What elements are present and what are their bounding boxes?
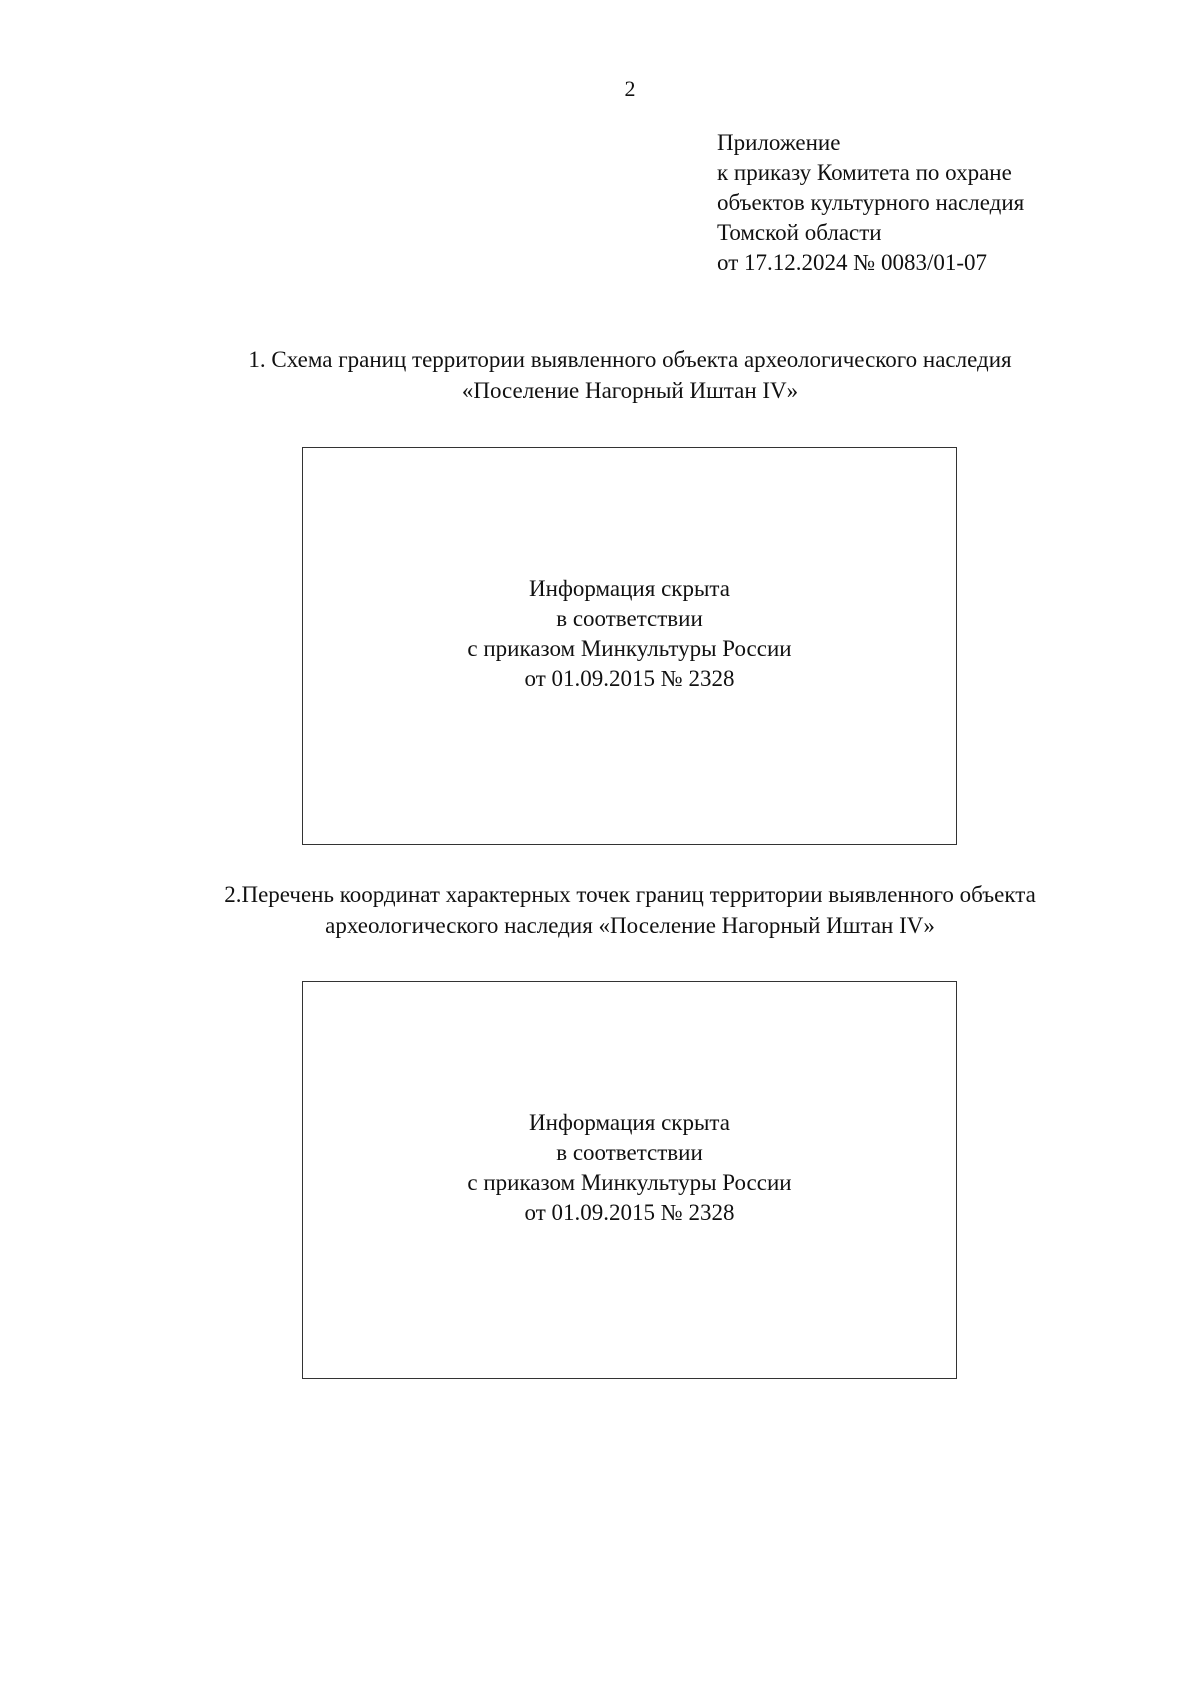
section-2-heading xyxy=(150,879,1110,941)
notice-line: Информация скрыта xyxy=(529,576,730,601)
notice-line: в соответствии xyxy=(556,606,703,631)
section-2-heading-line-1: 2.Перечень координат характерных точек границ территории выявленного объекта xyxy=(224,882,1036,907)
page-number: 2 xyxy=(624,76,636,101)
section-1-heading xyxy=(150,344,1110,406)
hidden-info-notice xyxy=(303,574,956,694)
section-2-hidden-info-box xyxy=(302,981,957,1379)
section-1-heading-line-2: «Поселение Нагорный Иштан IV» xyxy=(461,378,799,403)
notice-line: от 01.09.2015 № 2328 xyxy=(524,1200,735,1225)
section-2-heading-line-2: археологического наследия «Поселение Нагорный Иштан IV» xyxy=(325,913,935,938)
appendix-date-line: от 17.12.2024 № 0083/01-07 xyxy=(717,250,987,275)
section-1-hidden-info-box xyxy=(302,447,957,845)
appendix-line: объектов культурного наследия xyxy=(717,190,1025,215)
notice-line: в соответствии xyxy=(556,1140,703,1165)
appendix-line: к приказу Комитета по охране xyxy=(717,160,1012,185)
notice-line: Информация скрыта xyxy=(529,1110,730,1135)
notice-line: с приказом Минкультуры России xyxy=(467,1170,792,1195)
appendix-line: Приложение xyxy=(717,130,841,155)
section-1-heading-line-1: 1. Схема границ территории выявленного объекта археологического наследия xyxy=(248,347,1012,372)
appendix-line: Томской области xyxy=(717,220,882,245)
hidden-info-notice xyxy=(303,1108,956,1228)
notice-line: с приказом Минкультуры России xyxy=(467,636,792,661)
appendix-header xyxy=(717,128,1024,278)
notice-line: от 01.09.2015 № 2328 xyxy=(524,666,735,691)
